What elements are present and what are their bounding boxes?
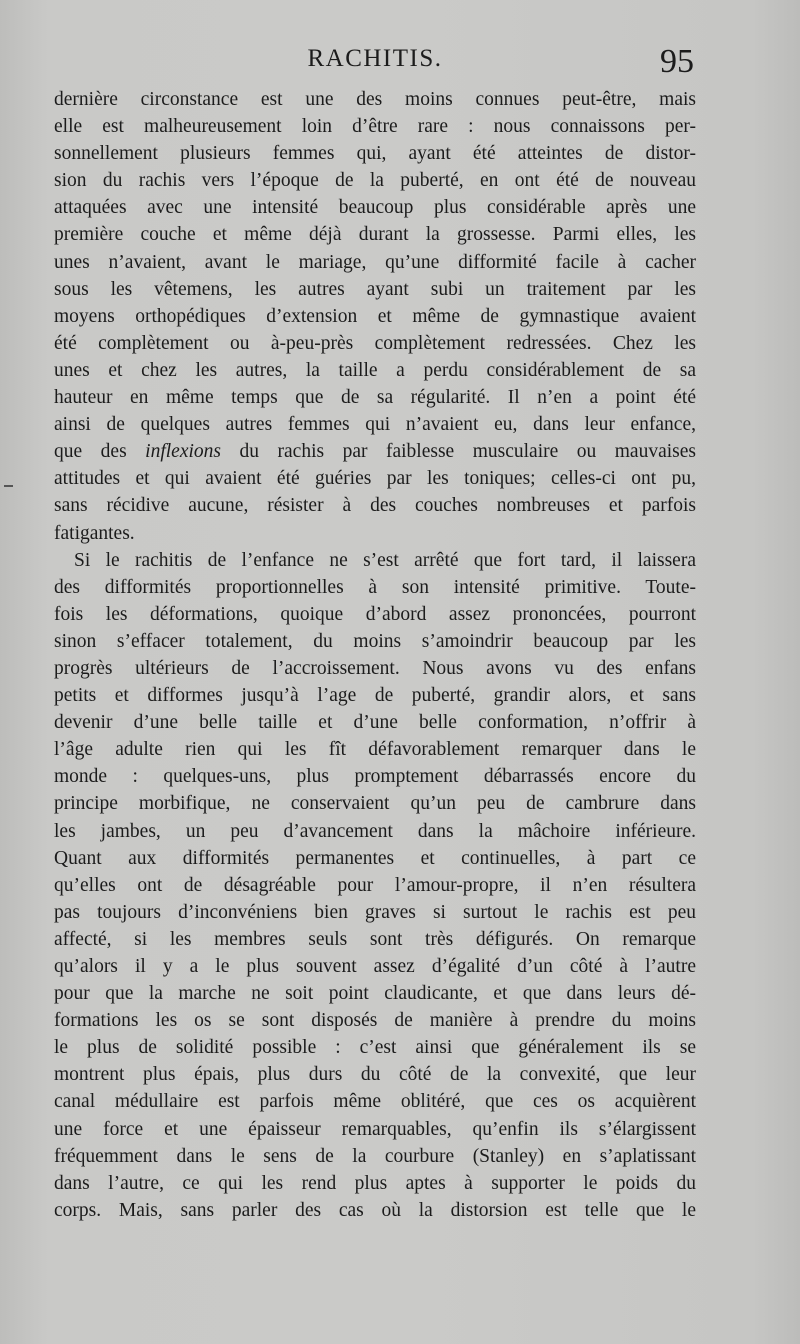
text-line: sous les vêtemens, les autres ayant subi un traitement par les <box>54 278 696 300</box>
text-line: affecté, si les membres seuls sont très défigurés. On remarque <box>54 928 696 950</box>
page-header <box>54 42 696 82</box>
line-segment: que des <box>54 441 146 463</box>
text-line: monde : quelques-uns, plus promptement débarrassés encore du <box>54 766 696 788</box>
text-line: principe morbifique, ne conservaient qu’un peu de cambrure dans <box>54 793 696 815</box>
paragraph-end-line: fatigantes. <box>54 522 135 544</box>
emphasized-word: inflexions <box>145 441 221 463</box>
text-line: dans l’autre, ce qui les rend plus aptes à supporter le poids du <box>54 1172 696 1194</box>
text-line: sion du rachis vers l’époque de la puberté, en ont été de nouveau <box>54 170 696 192</box>
text-line: qu’alors il y a le plus souvent assez d’égalité d’un côté à l’autre <box>54 956 696 977</box>
text-line: première couche et même déjà durant la grossesse. Parmi elles, les <box>54 224 696 246</box>
text-line: des difformités proportionnelles à son intensité primitive. Toute- <box>54 576 696 598</box>
text-line: sinon s’effacer totalement, du moins s’amoindrir beaucoup par les <box>54 630 696 652</box>
body-text <box>54 86 696 1224</box>
text-line: hauteur en même temps que de sa régularité. Il n’en a point été <box>54 387 696 409</box>
text-line: attaquées avec une intensité beaucoup plus considérable après une <box>54 197 696 219</box>
text-line: pour que la marche ne soit point claudicante, et que dans leurs dé- <box>54 983 696 1005</box>
text-line: le plus de solidité possible : c’est ainsi que généralement ils se <box>54 1037 696 1059</box>
text-line: qu’elles ont de désagréable pour l’amour-propre, il n’en résultera <box>54 874 696 896</box>
text-line: elle est malheureusement loin d’être rare : nous connaissons per- <box>54 116 696 138</box>
text-line-with-emphasis <box>54 438 696 465</box>
text-line: montrent plus épais, plus durs du côté de la convexité, que leur <box>54 1064 696 1086</box>
text-line: formations les os se sont disposés de manière à prendre du moins <box>54 1010 696 1032</box>
line-segment: du rachis par faiblesse musculaire ou mauvaises <box>221 441 696 463</box>
text-line: dernière circonstance est une des moins connues peut-être, mais <box>54 89 696 110</box>
text-line: progrès ultérieurs de l’accroissement. Nous avons vu des enfans <box>54 657 696 679</box>
text-line: unes et chez les autres, la taille a perdu considérablement de sa <box>54 359 696 381</box>
text-line: pas toujours d’inconvéniens bien graves si surtout le rachis est peu <box>54 901 696 923</box>
running-title: RACHITIS. <box>307 45 443 72</box>
text-line: l’âge adulte rien qui les fît défavorablement remarquer dans le <box>54 739 696 761</box>
page-number: 95 <box>660 43 694 80</box>
text-line: unes n’avaient, avant le mariage, qu’une difformité facile à cacher <box>54 251 696 273</box>
text-line: sans récidive aucune, résister à des couches nombreuses et parfois <box>54 495 696 517</box>
text-line: sonnellement plusieurs femmes qui, ayant été atteintes de distor- <box>54 143 696 165</box>
text-line: été complètement ou à-peu-près complètement redressées. Chez les <box>54 332 696 354</box>
text-line: ainsi de quelques autres femmes qui n’avaient eu, dans leur enfance, <box>54 414 696 436</box>
text-line: fréquemment dans le sens de la courbure (Stanley) en s’aplatissant <box>54 1145 696 1167</box>
text-line: Quant aux difformités permanentes et continuelles, à part ce <box>54 847 696 869</box>
text-line: canal médullaire est parfois même oblitéré, que ces os acquièrent <box>54 1091 696 1113</box>
text-line: devenir d’une belle taille et d’une belle conformation, n’offrir à <box>54 712 696 734</box>
text-line: corps. Mais, sans parler des cas où la distorsion est telle que le <box>54 1199 696 1221</box>
margin-mark <box>4 485 13 487</box>
text-line: petits et difformes jusqu’à l’age de puberté, grandir alors, et sans <box>54 685 696 707</box>
text-line: fois les déformations, quoique d’abord assez prononcées, pourront <box>54 603 696 625</box>
text-line: attitudes et qui avaient été guéries par les toniques; celles-ci ont pu, <box>54 468 696 490</box>
text-line: les jambes, un peu d’avancement dans la mâchoire inférieure. <box>54 820 696 842</box>
text-line: moyens orthopédiques d’extension et même de gymnastique avaient <box>54 305 696 327</box>
paragraph-start-line: Si le rachitis de l’enfance ne s’est arrêté que fort tard, il laissera <box>74 549 696 571</box>
text-line: une force et une épaisseur remarquables, qu’enfin ils s’élargissent <box>54 1118 696 1140</box>
